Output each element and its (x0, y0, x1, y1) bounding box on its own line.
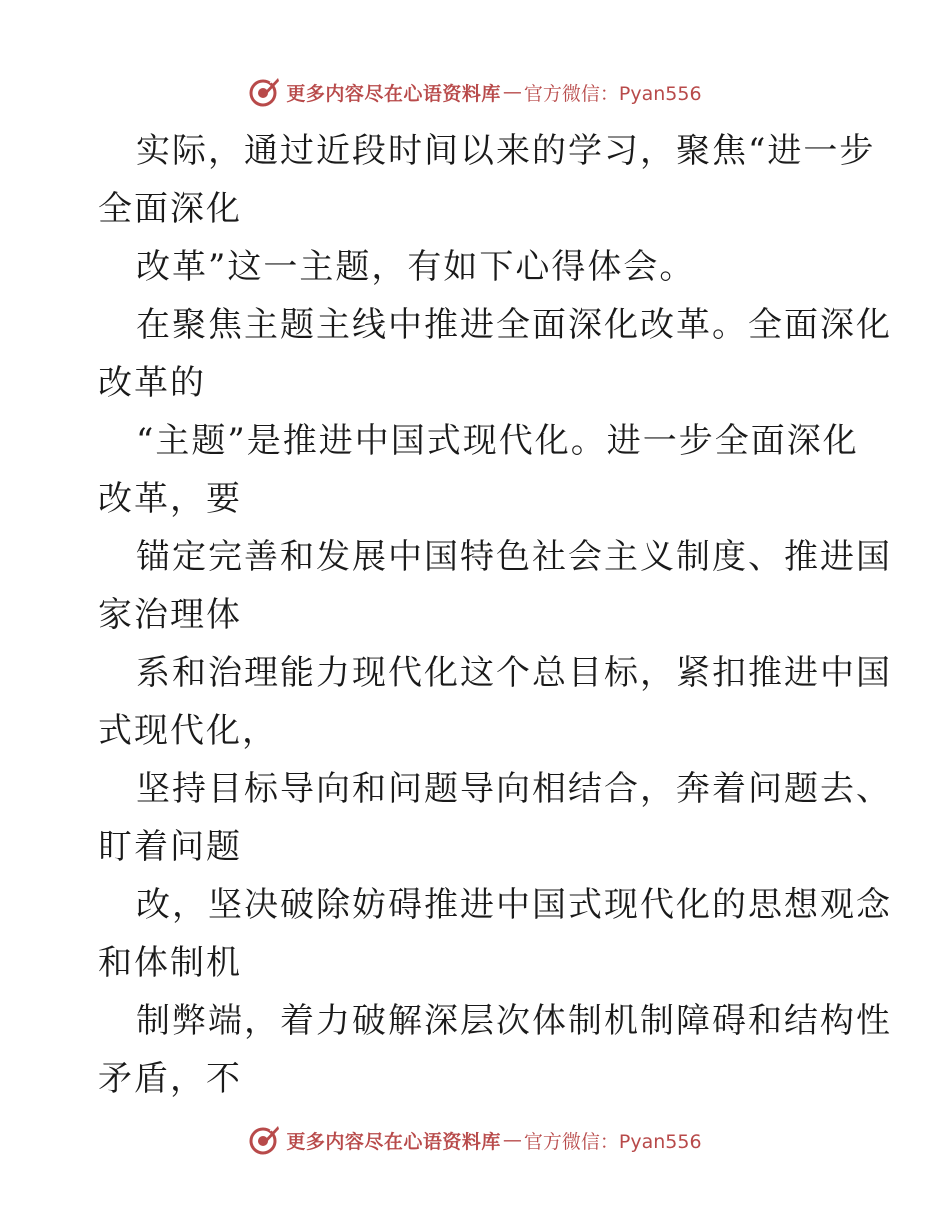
header-separator: — (502, 81, 522, 103)
body-line: 坚持目标导向和问题导向相结合，奔着问题去、 (136, 769, 892, 809)
document-body (98, 122, 892, 1108)
body-line: 式现代化， (98, 711, 278, 751)
footer-separator: — (502, 1129, 522, 1151)
quill-logo-icon (248, 1123, 282, 1157)
body-line: 改革”这一主题，有如下心得体会。 (136, 247, 696, 287)
footer-brand-text: 更多内容尽在心语资料库 (286, 1130, 501, 1153)
footer-banner (0, 1120, 950, 1160)
body-line: 改革，要 (98, 479, 242, 519)
header-wechat-text: 官方微信：Pyan556 (523, 82, 702, 105)
body-line: 全面深化 (98, 189, 242, 229)
header-brand-text: 更多内容尽在心语资料库 (286, 82, 501, 105)
body-line: 改革的 (98, 363, 206, 403)
body-line: 在聚焦主题主线中推进全面深化改革。全面深化 (136, 305, 892, 345)
quill-logo-icon (248, 75, 282, 109)
body-line: 系和治理能力现代化这个总目标，紧扣推进中国 (136, 653, 892, 693)
header-banner (0, 72, 950, 112)
body-line: “主题”是推进中国式现代化。进一步全面深化 (136, 421, 859, 461)
body-line: 矛盾，不 (98, 1059, 242, 1099)
footer-wechat-text: 官方微信：Pyan556 (523, 1130, 702, 1153)
body-line: 锚定完善和发展中国特色社会主义制度、推进国 (136, 537, 892, 577)
body-line: 改，坚决破除妨碍推进中国式现代化的思想观念 (136, 885, 892, 925)
body-line: 实际，通过近段时间以来的学习，聚焦“进一步 (136, 131, 876, 171)
body-line: 制弊端，着力破解深层次体制机制障碍和结构性 (136, 1001, 892, 1041)
body-line: 和体制机 (98, 943, 242, 983)
body-line: 盯着问题 (98, 827, 242, 867)
body-line: 家治理体 (98, 595, 242, 635)
